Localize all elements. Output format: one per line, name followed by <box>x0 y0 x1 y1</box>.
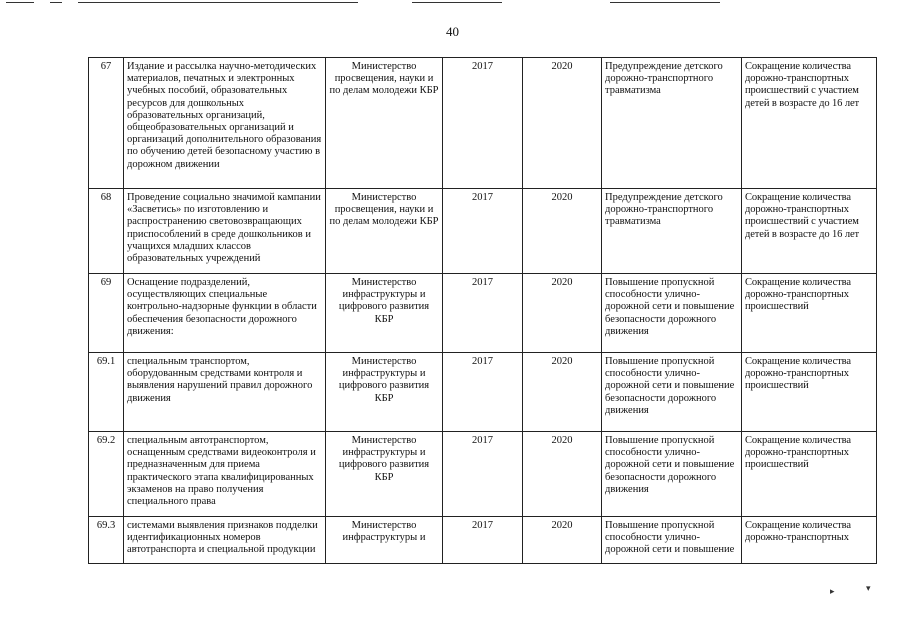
executor-cell: Министерство просвещения, науки и по делам молодежи КБР <box>326 189 443 274</box>
result-cell: Сокращение количества дорожно-транспортных происшествий с участием детей в возрасте до 16 лет <box>742 58 877 189</box>
executor-cell: Министерство инфраструктуры и цифрового развития КБР <box>326 432 443 517</box>
goal-cell: Предупреждение детского дорожно-транспортного травматизма <box>602 189 742 274</box>
end-year-cell: 2020 <box>523 189 602 274</box>
scan-line <box>610 2 720 3</box>
scan-line <box>50 2 62 3</box>
result-cell: Сокращение количества дорожно-транспортных происшествий с участием детей в возрасте до 16 лет <box>742 189 877 274</box>
row-number: 69.3 <box>89 517 124 564</box>
end-year-cell: 2020 <box>523 353 602 432</box>
table-row <box>89 432 877 517</box>
result-cell: Сокращение количества дорожно-транспортных происшествий <box>742 432 877 517</box>
result-cell: Сокращение количества дорожно-транспортных происшествий <box>742 353 877 432</box>
goal-cell: Повышение пропускной способности улично-дорожной сети и повышение безопасности дорожного движения <box>602 274 742 353</box>
goal-cell: Предупреждение детского дорожно-транспортного травматизма <box>602 58 742 189</box>
row-number: 69.2 <box>89 432 124 517</box>
scan-line <box>6 2 34 3</box>
executor-cell: Министерство просвещения, науки и по делам молодежи КБР <box>326 58 443 189</box>
executor-cell: Министерство инфраструктуры и цифрового развития КБР <box>326 274 443 353</box>
scan-speck: ▸ <box>830 586 835 596</box>
end-year-cell: 2020 <box>523 517 602 564</box>
action-cell: системами выявления признаков подделки идентификационных номеров автотранспорта и специальной продукции <box>124 517 326 564</box>
action-cell: специальным транспортом, оборудованным средствами контроля и выявления нарушений правил дорожного движения <box>124 353 326 432</box>
table-row <box>89 274 877 353</box>
executor-cell: Министерство инфраструктуры и <box>326 517 443 564</box>
action-cell: специальным автотранспортом, оснащенным средствами видеоконтроля и предназначенным для приема практического этапа квалифицированных экзаменов на право получения специального права <box>124 432 326 517</box>
row-number: 69 <box>89 274 124 353</box>
end-year-cell: 2020 <box>523 432 602 517</box>
start-year-cell: 2017 <box>443 517 523 564</box>
table-row <box>89 189 877 274</box>
start-year-cell: 2017 <box>443 432 523 517</box>
goal-cell: Повышение пропускной способности улично-дорожной сети и повышение безопасности дорожного движения <box>602 353 742 432</box>
page-number: 40 <box>446 24 459 39</box>
action-cell: Проведение социально значимой кампании «Засветись» по изготовлению и распространению световозвращающих приспособлений в среде дошкольников и учащихся младших классов образовательных учреждений <box>124 189 326 274</box>
table-row <box>89 58 877 189</box>
goal-cell: Повышение пропускной способности улично-дорожной сети и повышение безопасности дорожного движения <box>602 432 742 517</box>
result-cell: Сокращение количества дорожно-транспортных <box>742 517 877 564</box>
row-number: 69.1 <box>89 353 124 432</box>
end-year-cell: 2020 <box>523 58 602 189</box>
end-year-cell: 2020 <box>523 274 602 353</box>
table-row <box>89 517 877 564</box>
start-year-cell: 2017 <box>443 58 523 189</box>
start-year-cell: 2017 <box>443 274 523 353</box>
start-year-cell: 2017 <box>443 353 523 432</box>
scan-speck: ▾ <box>866 583 871 593</box>
start-year-cell: 2017 <box>443 189 523 274</box>
row-number: 68 <box>89 189 124 274</box>
table-row <box>89 353 877 432</box>
action-cell: Издание и рассылка научно-методических материалов, печатных и электронных учебных пособий, образовательных ресурсов для дошкольных образовательных организаций, общеобразовательных организаций и организаций дополнительного образования по обучению детей безопасному участию в дорожном движении <box>124 58 326 189</box>
measures-table <box>88 57 877 564</box>
executor-cell: Министерство инфраструктуры и цифрового развития КБР <box>326 353 443 432</box>
goal-cell: Повышение пропускной способности улично-дорожной сети и повышение <box>602 517 742 564</box>
action-cell: Оснащение подразделений, осуществляющих специальные контрольно-надзорные функции в области обеспечения безопасности дорожного движения: <box>124 274 326 353</box>
scan-line <box>78 2 358 3</box>
scan-line <box>412 2 502 3</box>
row-number: 67 <box>89 58 124 189</box>
result-cell: Сокращение количества дорожно-транспортных происшествий <box>742 274 877 353</box>
